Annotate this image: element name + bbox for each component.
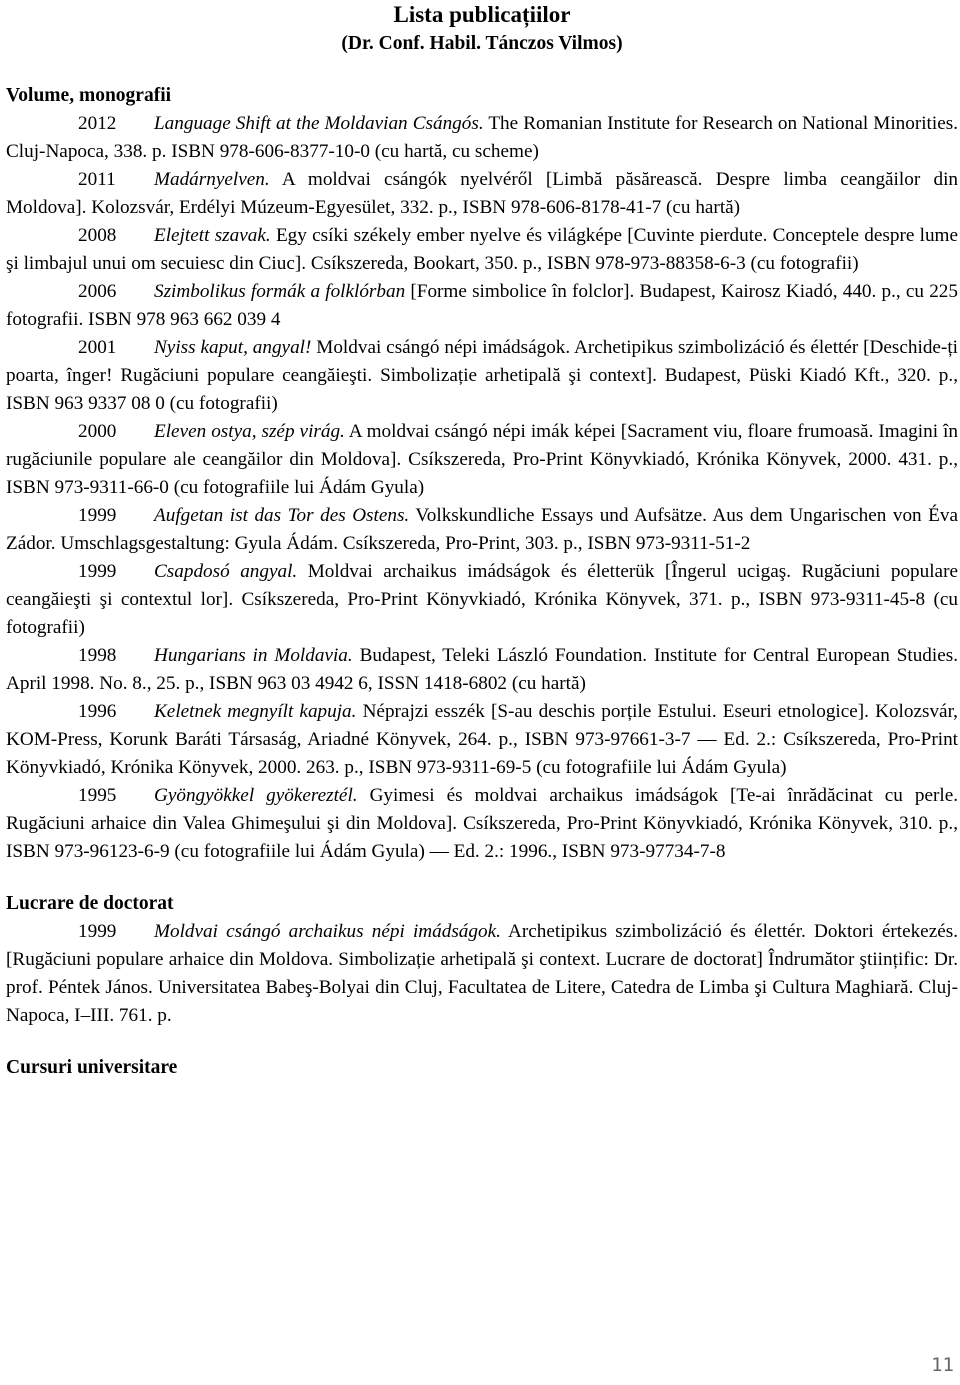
publication-year: 1999 <box>78 921 117 942</box>
publication-title: Szimbolikus formák a folklórban <box>154 281 406 302</box>
publication-details: The Romanian Institute for Research on National Minorities. Cluj-Napoca, 338. p. ISBN 978-606-8377-10-0 (cu hartă, cu scheme) <box>6 113 958 162</box>
publication-entry <box>6 418 958 502</box>
publication-details: Volkskundliche Essays und Aufsätze. Aus dem Ungarischen von Éva Zádor. Umschlagsgestaltung: Gyula Ádám. Csíkszereda, Pro-Print, 303. p., ISBN 973-9311-51-2 <box>6 505 958 554</box>
publication-title: Language Shift at the Moldavian Csángós. <box>154 113 484 134</box>
publication-year: 1999 <box>78 561 117 582</box>
publication-details: Gyimesi és moldvai archaikus imádságok [Te-ai înrădăcinat cu perle. Rugăciuni arhaice din Valea Ghimeşului şi din Moldova]. Csíkszereda, Pro-Print Könyvkiadó, Krónika Könyvek, 310. p., ISBN 973-96123-6-9 (cu fotografiile lui Ádám Gyula) ― Ed. 2.: 1996., ISBN 973-97734-7-8 <box>6 785 959 862</box>
publication-title: Csapdosó angyal. <box>154 561 298 582</box>
spacer <box>6 58 958 82</box>
publication-title: Nyiss kaput, angyal! <box>154 337 312 358</box>
publication-details: Moldvai csángó népi imádságok. Archetipikus szimbolizáció és élettér [Deschide-ți poarta, înger! Rugăciuni populare ceangăieşti. Simbolizație arhetipală şi context]. Budapest, Püski Kiadó Kft., 320. p., ISBN 963 9337 08 0 (cu fotografii) <box>6 337 958 414</box>
spacer <box>6 1030 958 1054</box>
publication-title: Keletnek megnyílt kapuja. <box>154 701 357 722</box>
publication-details: [Forme simbolice în folclor]. Budapest, Kairosz Kiadó, 440. p., cu 225 fotografii. ISBN 978 963 662 039 4 <box>6 281 958 330</box>
section-heading-doctorate: Lucrare de doctorat <box>6 893 174 914</box>
publication-year: 2000 <box>78 421 117 442</box>
publication-details: Moldvai archaikus imádságok és életterük [Îngerul ucigaş. Rugăciuni populare ceangăieşti şi contextul lor]. Csíkszereda, Pro-Print Könyvkiadó, Krónika Könyvek, 371. p., ISBN 973-9311-45-8 (cu fotografii) <box>6 561 958 638</box>
section-heading-volumes: Volume, monografii <box>6 85 172 106</box>
publication-title: Madárnyelven. <box>154 169 270 190</box>
publication-details: A moldvai csángók nyelvéről [Limbă păsărească. Despre limba ceangăilor din Moldova]. Kolozsvár, Erdélyi Múzeum-Egyesület, 332. p., ISBN 978-606-8178-41-7 (cu hartă) <box>6 169 958 218</box>
publication-entry <box>6 502 958 558</box>
publication-entry <box>6 222 958 278</box>
publication-year: 1996 <box>78 701 117 722</box>
publication-entry <box>6 110 958 166</box>
publication-year: 1998 <box>78 645 117 666</box>
publication-entry <box>6 558 958 642</box>
spacer <box>6 866 958 890</box>
publication-entry <box>6 642 958 698</box>
publication-year: 2006 <box>78 281 117 302</box>
publication-year: 1995 <box>78 785 117 806</box>
page-number: 11 <box>931 1354 954 1376</box>
publication-year: 2011 <box>78 169 116 190</box>
publication-entry <box>6 334 958 418</box>
document-page <box>6 0 958 1082</box>
publication-year: 1999 <box>78 505 117 526</box>
publication-details: Egy csíki székely ember nyelve és világképe [Cuvinte pierdute. Conceptele despre lume şi limbajul unui om secuiesc din Ciuc]. Csíkszereda, Bookart, 350. p., ISBN 978-973-88358-6-3 (cu fotografii) <box>6 225 958 274</box>
publication-title: Hungarians in Moldavia. <box>154 645 353 666</box>
publication-entry <box>6 166 958 222</box>
publication-entry <box>6 918 958 1030</box>
publication-year: 2001 <box>78 337 117 358</box>
volumes-list <box>6 110 958 866</box>
publication-title: Elejtett szavak. <box>154 225 271 246</box>
publication-details: Archetipikus szimbolizáció és élettér. Doktori értekezés. [Rugăciuni populare arhaice din Moldova. Simbolizație arhetipală şi context. Lucrare de doctorat] Îndrumător ştiințific: Dr. prof. Péntek János. Universitatea Babeş-Bolyai din Cluj, Facultatea de Litere, Catedra de Limba şi Cultura Maghiară. Cluj-Napoca, I–III. 761. p. <box>6 921 958 1026</box>
page-subtitle: (Dr. Conf. Habil. Tánczos Vilmos) <box>341 33 623 54</box>
publication-title: Moldvai csángó archaikus népi imádságok. <box>154 921 501 942</box>
publication-details: Néprajzi esszék [S-au deschis porțile Estului. Eseuri etnologice]. Kolozsvár, KOM-Press, Korunk Baráti Társaság, Ariadné Könyvek, 264. p., ISBN 973-97661-3-7 ― Ed. 2.: Csíkszereda, Pro-Print Könyvkiadó, Krónika Könyvek, 2000. 263. p., ISBN 973-9311-69-5 (cu fotografiile lui Ádám Gyula) <box>6 701 958 778</box>
section-heading-courses: Cursuri universitare <box>6 1057 178 1078</box>
publication-entry <box>6 698 958 782</box>
title-block <box>6 0 958 58</box>
publication-details: A moldvai csángó népi imák képei [Sacrament viu, floare frumoasă. Imagini în rugăciunile populare ale ceangăilor din Moldova]. Csíkszereda, Pro-Print Könyvkiadó, Krónika Könyvek, 2000. 431. p., ISBN 973-9311-66-0 (cu fotografiile lui Ádám Gyula) <box>6 421 958 498</box>
publication-title: Gyöngyökkel gyökereztél. <box>154 785 358 806</box>
publication-year: 2008 <box>78 225 117 246</box>
page-title: Lista publicațiilor <box>393 2 571 27</box>
publication-entry <box>6 782 958 866</box>
publication-title: Aufgetan ist das Tor des Ostens. <box>154 505 410 526</box>
publication-title: Eleven ostya, szép virág. <box>154 421 345 442</box>
doctorate-list <box>6 918 958 1030</box>
publication-details: Budapest, Teleki László Foundation. Institute for Central European Studies. April 1998. No. 8., 25. p., ISBN 963 03 4942 6, ISSN 1418-6802 (cu hartă) <box>6 645 958 694</box>
publication-entry <box>6 278 958 334</box>
publication-year: 2012 <box>78 113 117 134</box>
